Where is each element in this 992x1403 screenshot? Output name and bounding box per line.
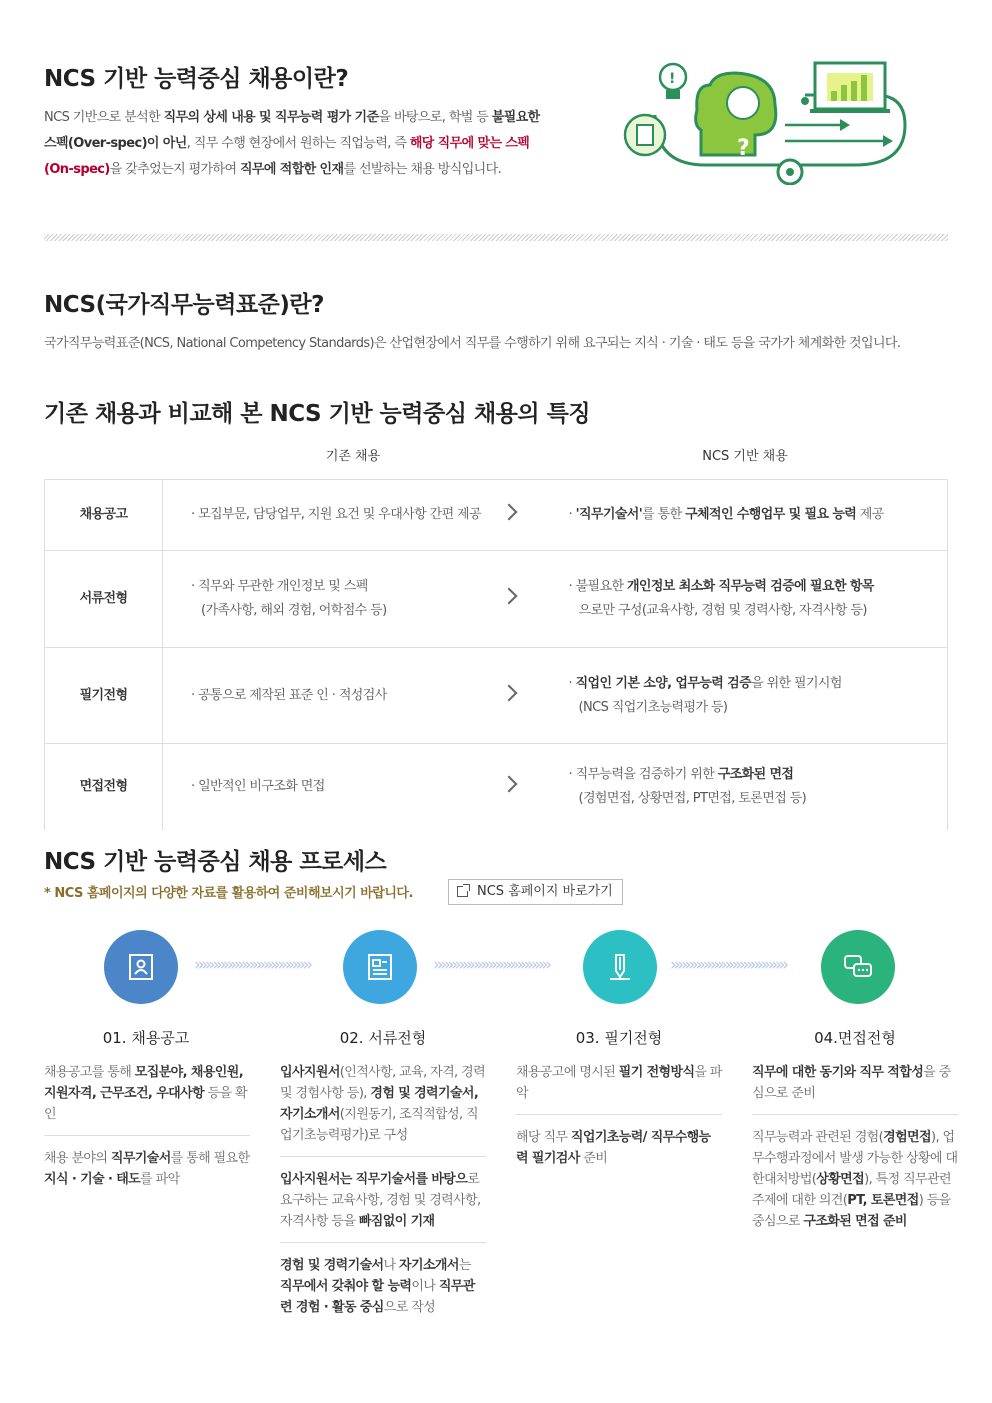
arrow-dots-3: »»»»»»»»»»»»»»»»	[670, 955, 786, 975]
old-cell: · 공통으로 제작된 표준 인 · 적성검사	[163, 648, 503, 744]
table-row	[45, 648, 948, 744]
intro-paragraph: NCS 기반으로 분석한 직무의 상세 내용 및 직무능력 평가 기준을 바탕으로, 학벌 등 불필요한 스펙(Over-spec)이 아닌, 직무 수행 현장에서 원하는 직업능력, 즉 해당 직무에 맞는 스펙 (On-spec)을 갖추었는지 평가하여 직무에 적합한 인재를 선발하는 채용 방식입니다.	[44, 110, 540, 177]
table-row	[45, 480, 948, 551]
step-2-title: 02. 서류전형	[339, 1029, 427, 1047]
section-divider	[44, 234, 948, 241]
list-item: 채용 분야의 직무기술서를 통해 필요한 지식 · 기술 · 태도를 파악	[44, 1151, 250, 1187]
new-cell: · '직무기술서'를 통한 구체적인 수행업무 및 필요 능력 제공	[553, 480, 948, 551]
row-label: 채용공고	[45, 480, 163, 551]
pencil-icon	[605, 952, 635, 982]
intro-title: NCS 기반 능력중심 채용이란?	[44, 66, 349, 92]
col-head-old: 기존 채용	[325, 449, 381, 464]
step-3-details	[516, 1062, 722, 1191]
external-link-icon	[457, 886, 468, 897]
step-2-circle	[343, 930, 417, 1004]
list-item: 경험 및 경력기술서나 자기소개서는 직무에서 갖춰야 할 능력이나 직무관련 경험 · 활동 중심으로 작성	[280, 1258, 475, 1315]
arrow-dots-2: »»»»»»»»»»»»»»»»	[433, 955, 549, 975]
table-row	[45, 744, 948, 830]
list-item: 직무능력과 관련된 경험(경험면접), 업무수행과정에서 발생 가능한 상황에 대한대처방법(상황면접), 특정 직무관련 주제에 대한 의견(PT, 토론면접) 등을 중심으로 구조화된 면접 준비	[752, 1130, 958, 1229]
step-1-details	[44, 1062, 250, 1212]
row-label: 면접전형	[45, 744, 163, 830]
document-icon	[365, 952, 395, 982]
process-title: NCS 기반 능력중심 채용 프로세스	[44, 849, 387, 875]
row-label: 서류전형	[45, 551, 163, 648]
step-3-title: 03. 필기전형	[575, 1029, 663, 1047]
list-item: 채용공고에 명시된 필기 전형방식을 파악	[516, 1062, 722, 1115]
old-cell: · 직무와 무관한 개인정보 및 스펙 (가족사항, 해외 경험, 어학점수 등)	[163, 551, 503, 648]
row-label: 필기전형	[45, 648, 163, 744]
step-1-circle	[104, 930, 178, 1004]
process-note: * NCS 홈페이지의 다양한 자료를 활용하여 준비해보시기 바랍니다.	[44, 886, 413, 901]
compare-title: 기존 채용과 비교해 본 NCS 기반 능력중심 채용의 특징	[44, 401, 591, 427]
chevron-right-icon	[503, 480, 553, 551]
svg-text:?: ?	[737, 136, 750, 161]
chevron-right-icon	[503, 744, 553, 830]
list-item: 입사지원서(인적사항, 교육, 자격, 경력 및 경험사항 등), 경험 및 경력기술서, 자기소개서(지원동기, 조직적합성, 직업기초능력평가)로 구성	[280, 1062, 486, 1157]
chat-bubbles-icon	[843, 952, 873, 982]
list-item: 채용공고를 통해 모집분야, 채용인원, 지원자격, 근무조건, 우대사항 등을 확인	[44, 1062, 250, 1136]
new-cell: · 직무능력을 검증하기 위한 구조화된 면접 (경험면접, 상황면접, PT면접, 토론면접 등)	[553, 744, 948, 830]
new-cell: · 직업인 기본 소양, 업무능력 검증을 위한 필기시험 (NCS 직업기초능력평가 등)	[553, 648, 948, 744]
comparison-table	[44, 479, 948, 830]
list-item: 직무에 대한 동기와 직무 적합성을 중심으로 준비	[752, 1062, 958, 1115]
ncs-title: NCS(국가직무능력표준)란?	[44, 292, 324, 318]
chevron-right-icon	[503, 648, 553, 744]
arrow-dots-1: »»»»»»»»»»»»»»»»	[194, 955, 310, 975]
step-3-circle	[583, 930, 657, 1004]
col-head-new: NCS 기반 채용	[702, 449, 788, 464]
list-item: 해당 직무 직업기초능력/ 직무수행능력 필기검사 준비	[516, 1130, 711, 1166]
step-4-details	[752, 1062, 958, 1254]
step-4-title: 04.면접전형	[814, 1029, 896, 1047]
ncs-illustration	[615, 55, 925, 185]
step-4-circle	[821, 930, 895, 1004]
step-2-details	[280, 1062, 486, 1340]
ncs-description: 국가직무능력표준(NCS, National Competency Standards)은 산업현장에서 직무를 수행하기 위해 요구되는 지식 · 기술 · 태도 등을 국가가 체계화한 것입니다.	[44, 336, 901, 351]
old-cell: · 일반적인 비구조화 면접	[191, 778, 325, 794]
step-1-title: 01. 채용공고	[102, 1029, 190, 1047]
table-row	[45, 551, 948, 648]
new-cell: · 불필요한 개인정보 최소화 직무능력 검증에 필요한 항목 으로만 구성(교육사항, 경험 및 경력사항, 자격사항 등)	[553, 551, 948, 648]
ncs-homepage-link[interactable]: NCS 홈페이지 바로가기	[448, 879, 623, 905]
list-item: 입사지원서는 직무기술서를 바탕으로 요구하는 교육사항, 경험 및 경력사항, 자격사항 등을 빠짐없이 기재	[280, 1169, 486, 1243]
chevron-right-icon	[503, 551, 553, 648]
old-cell: · 모집부문, 담당업무, 지원 요건 및 우대사항 간편 제공	[163, 480, 503, 551]
id-card-icon	[126, 952, 156, 982]
svg-text:!: !	[669, 71, 676, 87]
